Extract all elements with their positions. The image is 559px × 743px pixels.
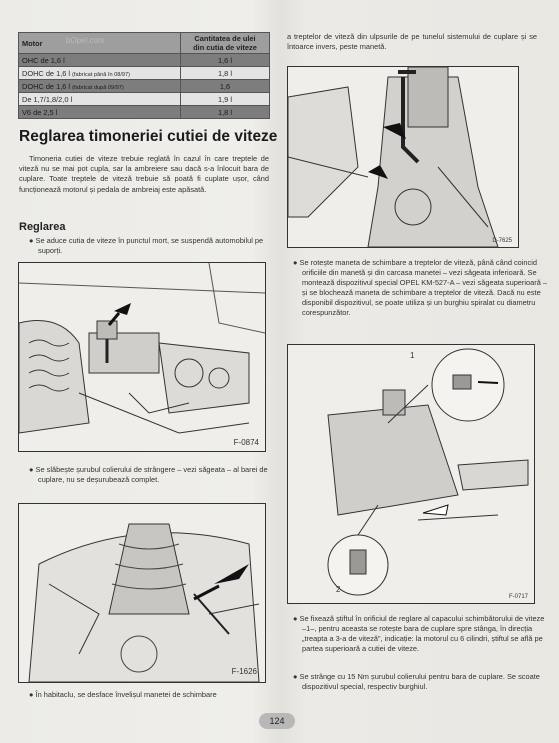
table-header-capacity: Cantitatea de ulei din cutia de viteze — [181, 33, 270, 54]
capacity-cell: 1,8 l — [181, 106, 270, 119]
figure-gearbox-linkage — [18, 262, 266, 452]
figure-gearbox-linkage-drawing — [19, 263, 265, 451]
figure-label: F-1626 — [231, 667, 257, 676]
capacity-cell: 1,9 l — [181, 93, 270, 106]
continued-paragraph: a treptelor de viteză din ulpsurile de pe tunelul sistemului de cuplare și se întoarce invers, peste manetă. — [287, 32, 537, 52]
list-item: ● Se strânge cu 15 Nm șurubul colierului pentru bara de cuplare. Se scoate dispozitivul special, respectiv burghiul. — [293, 672, 540, 691]
table-header-engine: Motor — [19, 33, 181, 54]
figure-adjustment-pin-drawing — [288, 345, 534, 603]
figure-label: F-0874 — [233, 438, 259, 447]
list-item: ● Se aduce cutia de viteze în punctul mort, se suspendă automobilul pe suporți. — [29, 236, 264, 255]
engine-cell: De 1,7/1,8/2,0 l — [19, 93, 181, 106]
subheading: Reglarea — [19, 221, 66, 233]
table-row — [19, 93, 270, 106]
engine-cell: V6 de 2,5 l — [19, 106, 181, 119]
callout-number: 1 — [410, 351, 415, 360]
table-row — [19, 106, 270, 119]
capacity-cell: 1,8 l — [181, 67, 270, 80]
watermark: bOpel.com — [66, 36, 105, 45]
section-title: Reglarea timoneriei cutiei de viteze — [19, 128, 278, 145]
table-row — [19, 80, 270, 93]
capacity-cell: 1,6 — [181, 80, 270, 93]
list-item: ● Se rotește maneta de schimbare a treptelor de viteză, până când coincid orificiile din manetă și din carcasa manetei – vezi săgeata inferioară. Se montează dispozitivul special OPEL KM-527-A – vezi săgeata superioară – și se blochează maneta de schimbare a treptelor de viteză. Dacă nu este disponibil dispozitivul, se poate utiliza și un burghiu spiralat cu diametru corespunzător. — [293, 258, 547, 317]
page-number: 124 — [259, 713, 295, 729]
figure-shift-boot — [18, 503, 266, 683]
engine-cell: DOHC de 1,6 l (fabricat după 09/97) — [19, 80, 181, 93]
callout-number: 2 — [336, 585, 341, 594]
oil-capacity-table — [18, 32, 270, 119]
figure-shift-boot-drawing — [19, 504, 265, 682]
figure-label: F-0717 — [508, 594, 528, 600]
list-item: ● În habitaclu, se desface învelișul manetei de schimbare — [29, 690, 217, 699]
capacity-cell: 1,6 l — [181, 54, 270, 67]
engine-cell: OHC de 1,6 l — [19, 54, 181, 67]
figure-adjustment-pin — [287, 344, 535, 604]
list-item: ● Se fixează știftul în orificiul de reglare al capacului schimbătorului de viteze –1–, pentru aceasta se rotește bara de cuplare spre stânga, în direcția „treapta a 3-a de viteză”, indicație: la motorul cu 6 cilindri, știftul se află pe partea superioară a cutiei de viteze. — [293, 614, 545, 653]
table-row — [19, 67, 270, 80]
table-row — [19, 54, 270, 67]
list-item: ● Se slăbește șurubul colierului de strângere – vezi săgeata – al barei de cuplare, nu se deșurubează complet. — [29, 465, 268, 484]
figure-shift-lever-drawing — [288, 67, 518, 247]
intro-paragraph: Timoneria cutiei de viteze trebuie reglată în cazul în care treptele de viteză nu se mai pot cupla, sar la ambreiere sau dacă s-a înlocuit bara de cuplare. Toate treptele de viteză trebuie să poată fi cuplate ușor, când funcționează motorul și pedala de ambreiaj este apăsată. — [19, 154, 269, 194]
figure-shift-lever — [287, 66, 519, 248]
engine-cell: DOHC de 1,6 l (fabricat până în 08/97) — [19, 67, 181, 80]
figure-label: D-7625 — [492, 238, 512, 244]
